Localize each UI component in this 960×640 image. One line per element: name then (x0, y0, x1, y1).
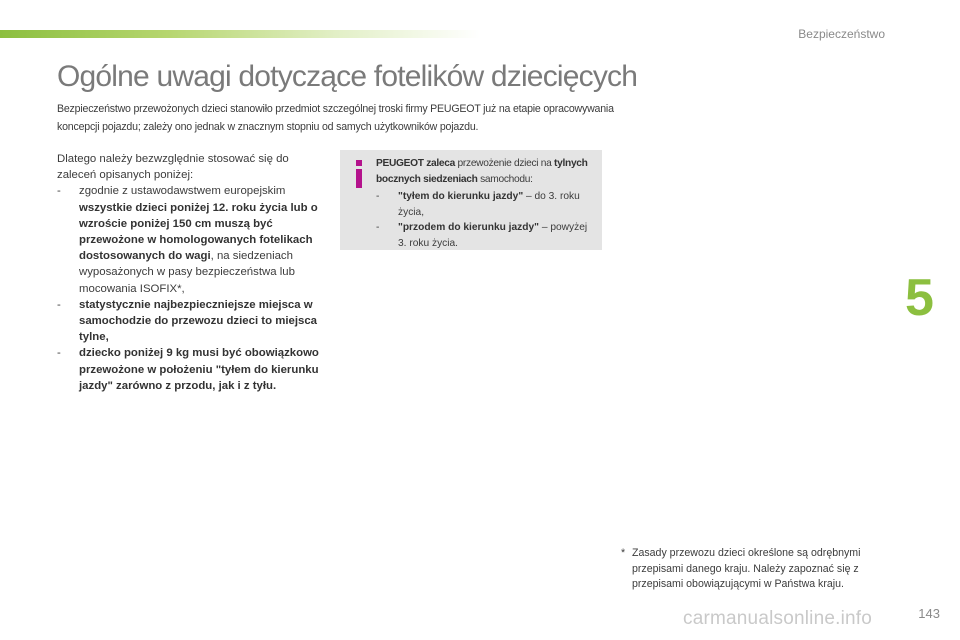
info-item-bold: "przodem do kierunku jazdy" (398, 222, 539, 233)
info-item-bold: "tyłem do kierunku jazdy" (398, 191, 524, 202)
watermark: carmanualsonline.info (683, 608, 873, 629)
page-title: Ogólne uwagi dotyczące fotelików dziecięcych (57, 60, 638, 93)
info-item-rest: – powyżej 3. roku życia. (398, 222, 588, 249)
info-box (340, 150, 602, 250)
info-list-item-text (398, 189, 594, 220)
list-item-post: , na siedzeniach wyposażonych w pasy bezpieczeństwa lub mocowania ISOFIX*, (79, 250, 295, 295)
info-icon (354, 160, 364, 188)
info-list-item-text (398, 220, 594, 251)
info-item-rest: – do 3. roku życia, (398, 191, 580, 218)
list-item (57, 345, 319, 394)
info-text (376, 156, 594, 187)
info-bold-2: tylnych bocznych siedzeniach (376, 158, 588, 185)
info-text-2: samochodu: (477, 173, 533, 185)
list-item-pre: zgodnie z ustawodawstwem europejskim (79, 185, 286, 198)
list-dash: - (376, 222, 380, 233)
list-item-text (79, 183, 319, 296)
info-brand: PEUGEOT zaleca (376, 158, 456, 169)
chapter-number: 5 (905, 269, 934, 327)
info-list (376, 189, 594, 251)
list-dash: - (57, 347, 61, 360)
info-list-item (376, 189, 594, 220)
intro-paragraph: Bezpieczeństwo przewożonych dzieci stanowiło przedmiot szczególnej troski firmy PEUGEOT już na etapie opracowywania koncepcji pojazdu; zależy ono jednak w znacznym stopniu od samych użytkowników pojazdu. (57, 103, 614, 133)
recommendations-lead: Dlatego należy bezwzględnie stosować się do zaleceń opisanych poniżej: (57, 153, 289, 182)
footnote (621, 546, 911, 593)
list-item-bold: dziecko poniżej 9 kg musi być obowiązkowo przewożone w położeniu "tyłem do kierunku jazdy" zarówno z przodu, jak i z tyłu. (79, 347, 319, 392)
list-item-text (79, 297, 319, 346)
list-item-bold: wszystkie dzieci poniżej 12. roku życia lub o wzroście poniżej 150 cm muszą być przewożone w homologowanych fotelikach dostosowanych do wagi (79, 201, 318, 263)
list-item-text (79, 345, 319, 394)
header-accent-bar (0, 30, 480, 38)
info-text-1: przewożenie dzieci na (455, 158, 555, 169)
footnote-marker: * (621, 547, 626, 559)
section-title: Bezpieczeństwo (798, 27, 885, 41)
list-item (57, 183, 319, 296)
page-number: 143 (918, 606, 940, 621)
list-item (57, 297, 319, 346)
info-list-item (376, 220, 594, 251)
recommendations-column (57, 151, 319, 394)
list-item-bold: statystycznie najbezpieczniejsze miejsca w samochodzie do przewozu dzieci to miejsca tylne, (79, 298, 317, 344)
list-dash: - (57, 298, 61, 311)
list-dash: - (376, 191, 380, 202)
list-dash: - (57, 185, 61, 198)
footnote-text: Zasady przewozu dzieci określone są odrębnymi przepisami danego kraju. Należy zapoznać się z przepisami obowiązującymi w Państwa kraju. (632, 547, 861, 590)
recommendations-list (57, 183, 319, 394)
